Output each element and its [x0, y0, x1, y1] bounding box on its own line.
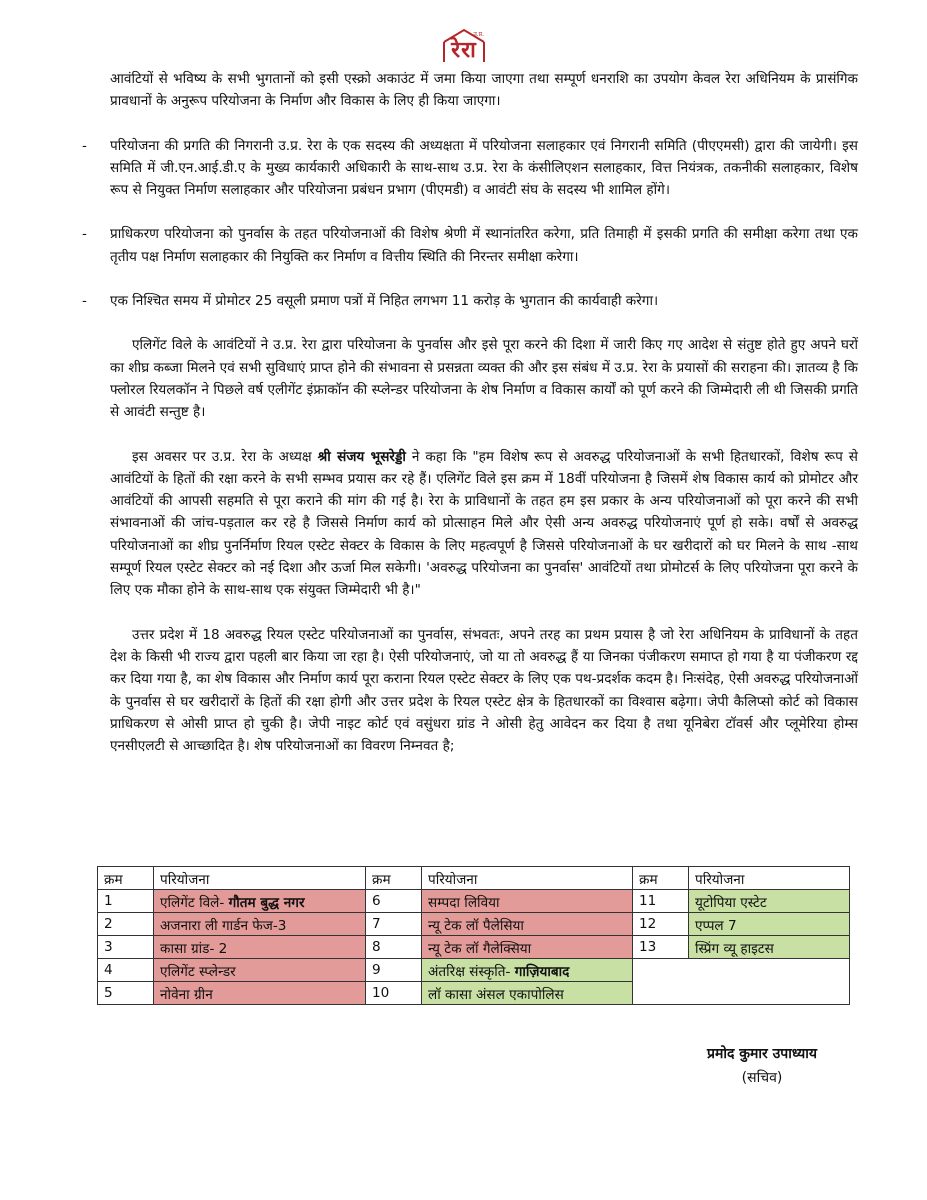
paragraph-escrow: आवंटियों से भविष्य के सभी भुगतानों को इसी एस्क्रो अकाउंट में जमा किया जाएगा तथा सम्पूर्ण धनराशि का उपयोग केवल रेरा अधिनियम के प्रासंगिक प्रावधानों के अनुरूप परियोजना के निर्माण और विकास के लिए ही किया जाएगा।: [110, 71, 858, 110]
bullet-dash: -: [82, 293, 87, 310]
row-num: 8: [366, 936, 422, 959]
row-num: 12: [633, 913, 689, 936]
row-num: 4: [98, 959, 154, 982]
bullet-item-authority: [82, 223, 858, 268]
row-num: 9: [366, 959, 422, 982]
project-cell: [422, 959, 633, 982]
bullet-dash: -: [82, 226, 87, 243]
project-cell: एलिगेंट स्प्लेन्डर: [154, 959, 366, 982]
table-header-row: [98, 867, 850, 890]
quote-intro: इस अवसर पर उ.प्र. रेरा के अध्यक्ष: [132, 448, 318, 465]
header-project: परियोजना: [422, 867, 633, 890]
header-project: परियोजना: [689, 867, 850, 890]
bullet-item-monitoring: [82, 135, 858, 202]
project-cell: स्प्रिंग व्यू हाइटस: [689, 936, 850, 959]
signatory-name: प्रमोद कुमार उपाध्याय: [706, 1046, 817, 1062]
logo-text: रेरा: [451, 37, 477, 63]
header-num: क्रम: [633, 867, 689, 890]
paragraph-chairman-quote: [110, 446, 858, 602]
project-cell: कासा ग्रांड- 2: [154, 936, 366, 959]
row-num: 7: [366, 913, 422, 936]
row-num: 5: [98, 982, 154, 1005]
project-name: अंतरिक्ष संस्कृति-: [428, 963, 515, 980]
document-body: [82, 68, 858, 779]
quote-text: ने कहा कि "हम विशेष रूप से अवरुद्ध परियोजनाओं के सभी हितधारकों, विशेष रूप से आवंटियों के हितों की रक्षा करने के सभी सम्भव प्रयास कर रहे हैं। एलिगेंट विले इस क्रम में 18वीं परियोजना है जिसमें शेष विकास कार्य को प्रोमोटर और आवंटियों की आपसी सहमति से पूरा कराने की मांग की गई है। रेरा के प्राविधानों के तहत हम इस प्रकार के अन्य परियोजनाओं को पूरा करने की सभी संभावनाओं की जांच-पड़ताल कर रहे है जिससे निर्माण कार्य को प्रोत्साहन मिले और ऐसी अन्य अवरुद्ध परियोजनाएं पूर्ण हो सके। वर्षों से अवरुद्ध परियोजनाओं का शीघ्र पुनर्निर्माण रियल एस्टेट सेक्टर के विकास के लिए महत्वपूर्ण है जिससे परियोजनाओं के घर खरीदारों को घर मिलने के साथ -साथ सम्पूर्ण रियल एस्टेट सेक्टर को नई दिशा और ऊर्जा मिल सकेगी। 'अवरुद्ध परियोजना का पुनर्वास' आवंटियों तथा प्रोमोटर्स के लिए परियोजना पूरा करने के लिए एक मौका होने के साथ-साथ एक संयुक्त जिम्मेदारी भी है।": [110, 448, 858, 599]
project-cell: अजनारा ली गार्डन फेज-3: [154, 913, 366, 936]
bullet-text: प्राधिकरण परियोजना को पुनर्वास के तहत परियोजनाओं की विशेष श्रेणी में स्थानांतरित करेगा, प्रति तिमाही में इसकी प्रगति की समीक्षा करेगा तथा एक तृतीय पक्ष निर्माण सलाहकार की नियुक्ति कर निर्माण व वित्तीय स्थिति की निरन्तर समीक्षा करेगा।: [110, 226, 858, 265]
row-num: 11: [633, 890, 689, 913]
project-cell: सम्पदा लिविया: [422, 890, 633, 913]
chairman-name: श्री संजय भूसरेड्डी: [317, 448, 406, 465]
row-num: 3: [98, 936, 154, 959]
row-num: 13: [633, 936, 689, 959]
project-district: गाज़ियाबाद: [514, 963, 570, 980]
table-row: [98, 936, 850, 959]
paragraph-allottees: एलिगेंट विले के आवंटियों ने उ.प्र. रेरा द्वारा परियोजना के पुनर्वास और इसे पूरा करने की दिशा में जारी किए गए आदेश से संतुष्ट होते हुए अपने घरों का शीघ्र कब्जा मिलने एवं सभी सुविधाएं प्राप्त होने की संभावना से प्रसन्नता व्यक्त की और इस संबंध में उ.प्र. रेरा के प्रयासों की सराहना की। ज्ञातव्य है कि फ्लोरल रियलकॉन ने पिछले वर्ष एलीगेंट इंफ्राकॉन की स्प्लेन्डर परियोजना के शेष निर्माण व विकास कार्यों को पूर्ण करने की जिम्मेदारी ली थी जिसकी प्रगति से आवंटी सन्तुष्ट है।: [110, 337, 858, 421]
project-district: गौतम बुद्ध नगर: [228, 894, 305, 911]
table-row: [98, 890, 850, 913]
project-cell: एप्पल 7: [689, 913, 850, 936]
project-cell: न्यू टेक लॉ पैलेसिया: [422, 913, 633, 936]
row-num: 2: [98, 913, 154, 936]
row-num: 10: [366, 982, 422, 1005]
row-num: 1: [98, 890, 154, 913]
table-row: [98, 959, 850, 982]
project-cell: लॉ कासा अंसल एकापोलिस: [422, 982, 633, 1005]
paragraph-rehabilitation: उत्तर प्रदेश में 18 अवरुद्ध रियल एस्टेट परियोजनाओं का पुनर्वास, संभवतः, अपने तरह का प्रथम प्रयास है जो रेरा अधिनियम के प्राविधानों के तहत देश के किसी भी राज्य द्वारा पहली बार किया जा रहा है। ऐसी परियोजनाएं, जो या तो अवरुद्ध हैं या जिनका पंजीकरण समाप्त हो गया है या पंजीकरण रद्द कर दिया गया है, का शेष विकास और निर्माण कार्य पूरा कराना रियल एस्टेट सेक्टर के लिए एक पथ-प्रदर्शक कदम है। निःसंदेह, ऐसी अवरुद्ध परियोजनाओं के पुनर्वास से घर खरीदारों के हितों की रक्षा होगी और उत्तर प्रदेश के रियल एस्टेट क्षेत्र के हितधारकों का विश्वास बढ़ेगा। जेपी कैलिप्सो कोर्ट को विकास प्राधिकरण से ओसी प्राप्त हो चुकी है। जेपी नाइट कोर्ट एवं वसुंधरा ग्रांड ने ओसी हेतु आवेदन कर दिया है तथा यूनिबेरा टॉवर्स और प्लूमेरिया होम्स एनसीएलटी से आच्छादित है। शेष परियोजनाओं का विवरण निम्नवत है;: [110, 626, 858, 755]
bullet-dash: -: [82, 137, 87, 154]
project-cell: यूटोपिया एस्टेट: [689, 890, 850, 913]
bullet-item-payment: [82, 290, 858, 312]
empty-cell: [633, 959, 850, 1005]
logo-subtext: उ.प्र.: [473, 31, 484, 38]
signature-block: [672, 1042, 852, 1090]
bullet-text: परियोजना की प्रगति की निगरानी उ.प्र. रेरा के एक सदस्य की अध्यक्षता में परियोजना सलाहकार एवं निगरानी समिति (पीएएमसी) द्वारा की जायेगी। इस समिति में जी.एन.आई.डी.ए के मुख्य कार्यकारी अधिकारी के साथ-साथ उ.प्र. रेरा के कंसीलिएशन सलाहकार, वित्त नियंत्रक, तकनीकी सलाहकार, विशेष रूप से नियुक्त निर्माण सलाहकार और परियोजना प्रबंधन प्रभाग (पीएमडी) व आवंटी संघ के सदस्य भी शामिल होंगे।: [110, 137, 858, 199]
project-cell: [154, 890, 366, 913]
signatory-title: (सचिव): [741, 1070, 783, 1086]
row-num: 6: [366, 890, 422, 913]
header-num: क्रम: [366, 867, 422, 890]
header-num: क्रम: [98, 867, 154, 890]
table-row: [98, 913, 850, 936]
bullet-text: एक निश्चित समय में प्रोमोटर 25 वसूली प्रमाण पत्रों में निहित लगभग 11 करोड़ के भुगतान की कार्यवाही करेगा।: [110, 293, 659, 310]
project-name: एलिगेंट विले-: [160, 894, 229, 911]
rera-logo: [440, 28, 488, 64]
projects-table: [97, 866, 850, 1005]
project-cell: न्यू टेक लॉ गैलेक्सिया: [422, 936, 633, 959]
project-cell: नोवेना ग्रीन: [154, 982, 366, 1005]
header-project: परियोजना: [154, 867, 366, 890]
